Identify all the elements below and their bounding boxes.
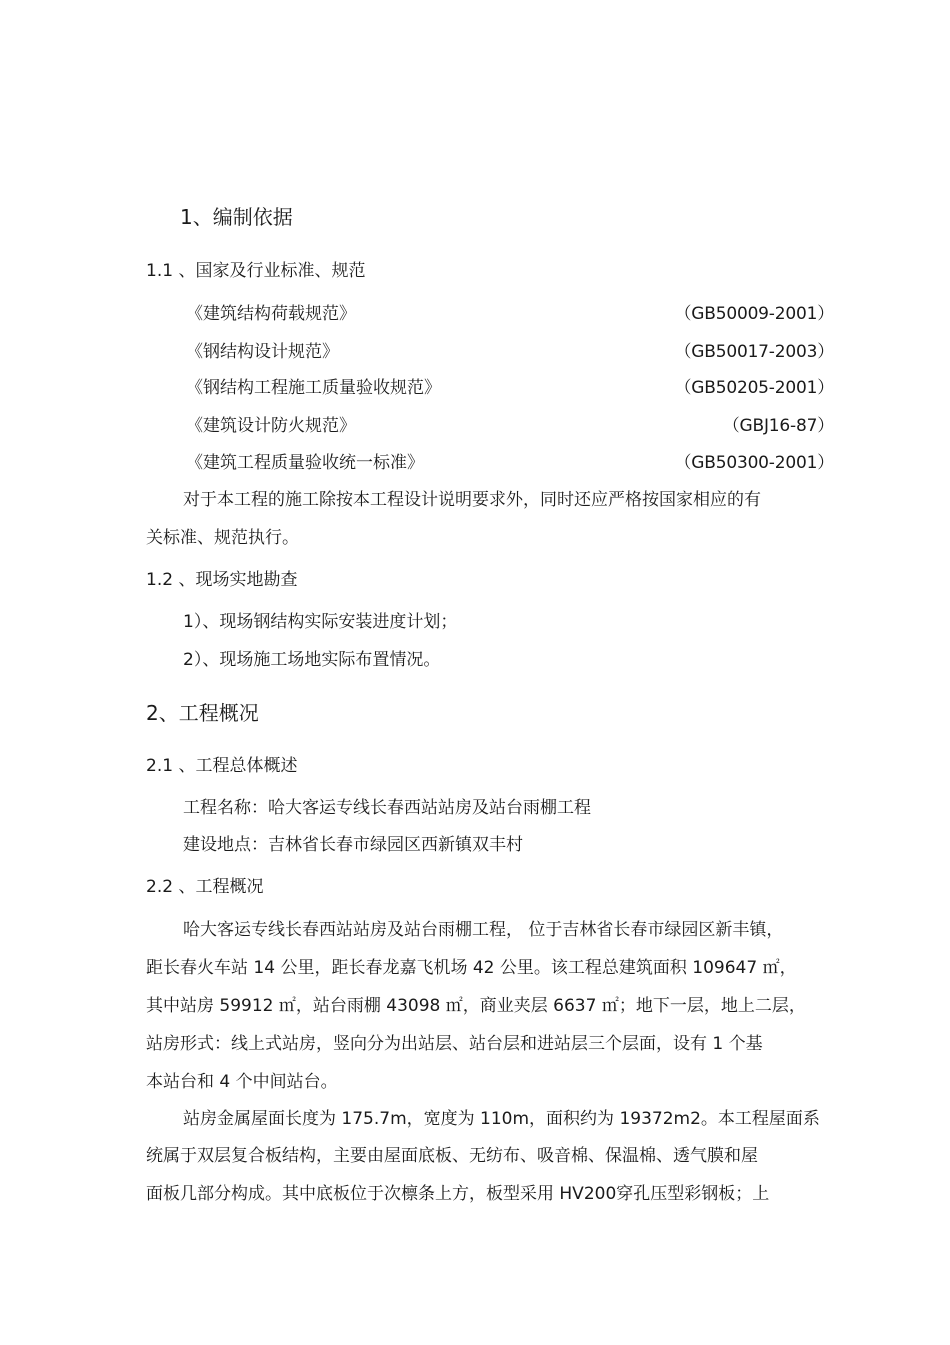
- standard-ref-row: [186, 415, 834, 437]
- paragraph-line: 距长春火车站 14 公里，距长春龙嘉飞机场 42 公里。该工程总建筑面积 109647 ㎡，: [146, 958, 797, 978]
- paragraph-line: 其中站房 59912 ㎡，站台雨棚 43098 ㎡，商业夹层 6637 ㎡；地下一层，地上二层，: [146, 996, 806, 1016]
- paragraph-line: 站房金属屋面长度为 175.7m，宽度为 110m，面积约为 19372m2。本工程屋面系: [183, 1109, 820, 1129]
- standard-title: 《钢结构设计规范》: [186, 342, 339, 362]
- standard-code: （GB50300-2001）: [674, 453, 834, 473]
- standard-code: （GBJ16-87）: [722, 416, 834, 436]
- standard-code: （GB50009-2001）: [674, 304, 834, 324]
- section-2-1-heading: 2.1 、工程总体概述: [146, 756, 298, 776]
- standard-ref-row: [186, 377, 834, 399]
- section-2-2-heading: 2.2 、工程概况: [146, 877, 264, 897]
- standard-title: 《建筑设计防火规范》: [186, 416, 356, 436]
- project-location-line: 建设地点：吉林省长春市绿园区西新镇双丰村: [183, 835, 523, 855]
- section-1-1-heading: 1.1 、国家及行业标准、规范: [146, 261, 366, 281]
- section-1-2-heading: 1.2 、现场实地勘查: [146, 570, 298, 590]
- paragraph-line: 面板几部分构成。其中底板位于次檩条上方，板型采用 HV200穿孔压型彩钢板；上: [146, 1184, 770, 1204]
- standard-title: 《建筑结构荷载规范》: [186, 304, 356, 324]
- paragraph-line: 本站台和 4 个中间站台。: [146, 1072, 338, 1092]
- section-2-heading: 2、工程概况: [146, 701, 259, 725]
- paragraph-line: 站房形式：线上式站房，竖向分为出站层、站台层和进站层三个层面，设有 1 个基: [146, 1034, 763, 1054]
- paragraph-line: 统属于双层复合板结构，主要由屋面底板、无纺布、吸音棉、保温棉、透气膜和屋: [146, 1146, 758, 1166]
- standard-ref-row: [186, 341, 834, 363]
- project-name-line: 工程名称：哈大客运专线长春西站站房及站台雨棚工程: [183, 798, 591, 818]
- paragraph-line: 哈大客运专线长春西站站房及站台雨棚工程， 位于吉林省长春市绿园区新丰镇，: [183, 920, 784, 940]
- standard-title: 《建筑工程质量验收统一标准》: [186, 453, 424, 473]
- standard-code: （GB50017-2003）: [674, 342, 834, 362]
- list-item: 2）、现场施工场地实际布置情况。: [183, 650, 441, 670]
- list-item: 1）、现场钢结构实际安装进度计划；: [183, 612, 458, 632]
- standard-ref-row: [186, 303, 834, 325]
- standard-title: 《钢结构工程施工质量验收规范》: [186, 378, 441, 398]
- standard-ref-row: [186, 452, 834, 474]
- paragraph-line: 关标准、规范执行。: [146, 528, 299, 548]
- section-1-heading: 1、编制依据: [180, 205, 293, 229]
- paragraph-line: 对于本工程的施工除按本工程设计说明要求外，同时还应严格按国家相应的有: [183, 490, 761, 510]
- standard-code: （GB50205-2001）: [674, 378, 834, 398]
